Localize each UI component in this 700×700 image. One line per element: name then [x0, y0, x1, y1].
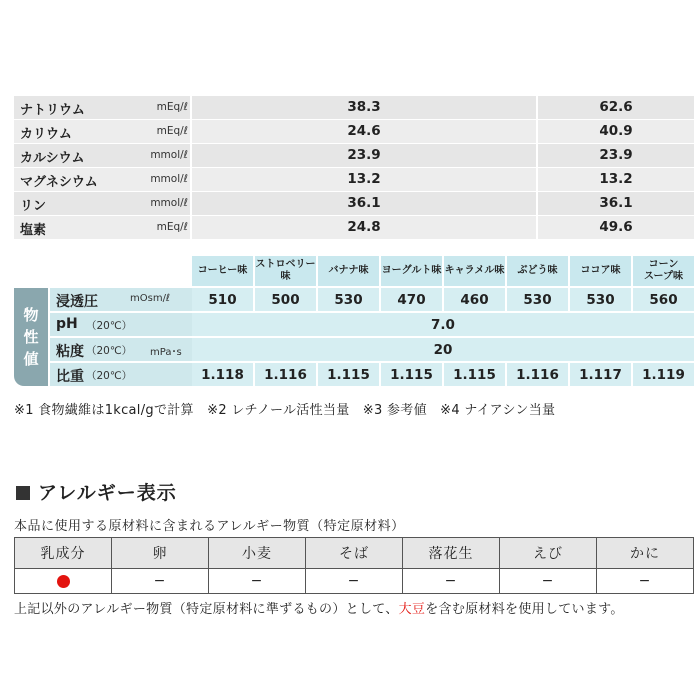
property-condition: （20℃） [86, 370, 133, 382]
mineral-row [14, 144, 694, 168]
allergen-header: えび [500, 538, 597, 569]
viscosity-value: 20 [192, 338, 694, 361]
allergen-value: − [112, 569, 209, 594]
mineral-row [14, 96, 694, 120]
allergen-value: − [306, 569, 403, 594]
allergy-table [14, 537, 694, 594]
mineral-name: マグネシウム [20, 175, 98, 190]
property-name: pH [56, 316, 78, 332]
mineral-value-2: 13.2 [599, 171, 633, 187]
mineral-row [14, 192, 694, 216]
osmotic-value: 560 [633, 288, 694, 311]
allergy-note-text-end: を含む原材料を使用しています。 [425, 602, 624, 617]
osmotic-value: 530 [318, 288, 379, 311]
allergen-header: 卵 [112, 538, 209, 569]
gravity-value: 1.118 [192, 363, 253, 386]
flavor-header: キャラメル味 [444, 256, 505, 286]
property-condition: （20℃） [86, 320, 133, 332]
mineral-name: ナトリウム [20, 103, 85, 118]
mineral-value-1: 38.3 [347, 99, 381, 115]
mineral-unit: mmol/ℓ [150, 149, 188, 161]
property-name: 浸透圧 [56, 294, 98, 310]
mineral-value-2: 36.1 [599, 195, 633, 211]
mineral-value-2: 40.9 [599, 123, 633, 139]
allergen-header: そば [306, 538, 403, 569]
allergen-value: − [500, 569, 597, 594]
mineral-row [14, 120, 694, 144]
gravity-value: 1.115 [444, 363, 505, 386]
allergy-title-text: アレルギー表示 [38, 482, 177, 504]
gravity-value: 1.116 [255, 363, 316, 386]
side-label-char: 物 [23, 306, 39, 324]
side-label-char: 性 [23, 328, 39, 346]
property-unit: mPa･s [150, 347, 182, 358]
allergy-value-row [15, 569, 694, 594]
mineral-unit: mEq/ℓ [156, 101, 188, 113]
mineral-name: カルシウム [20, 151, 85, 166]
flavor-header: コーヒー味 [192, 256, 253, 286]
flavor-header: バナナ味 [318, 256, 379, 286]
footnote: ※1 食物繊維は1kcal/gで計算 ※2 レチノール活性当量 ※3 参考値 ※4 ナイアシン当量 [14, 403, 556, 418]
allergy-note-text: 上記以外のアレルギー物質（特定原材料に準ずるもの）として、 [14, 602, 399, 617]
mineral-unit: mmol/ℓ [150, 173, 188, 185]
gravity-value: 1.116 [507, 363, 568, 386]
mineral-unit: mEq/ℓ [156, 221, 188, 233]
viscosity-row [50, 338, 694, 361]
ph-row [50, 313, 694, 336]
allergy-subtitle: 本品に使用する原材料に含まれるアレルギー物質（特定原材料） [14, 519, 405, 534]
property-condition: （20℃） [86, 345, 133, 357]
gravity-value: 1.115 [318, 363, 379, 386]
square-bullet-icon [16, 486, 30, 500]
mineral-row [14, 168, 694, 192]
osmotic-row [50, 288, 694, 311]
gravity-value: 1.117 [570, 363, 631, 386]
allergen-header: 小麦 [209, 538, 306, 569]
flavor-header: ココア味 [570, 256, 631, 286]
allergy-note [14, 598, 624, 617]
mineral-unit: mmol/ℓ [150, 197, 188, 209]
mineral-name: 塩素 [20, 223, 47, 238]
osmotic-value: 530 [570, 288, 631, 311]
osmotic-value: 510 [192, 288, 253, 311]
mineral-name: カリウム [20, 127, 72, 142]
gravity-row [50, 363, 694, 386]
osmotic-value: 500 [255, 288, 316, 311]
osmotic-value: 530 [507, 288, 568, 311]
mineral-value-1: 24.8 [347, 219, 381, 235]
mineral-unit: mEq/ℓ [156, 125, 188, 137]
flavor-header: ストロベリー味 [255, 256, 316, 286]
gravity-value: 1.115 [381, 363, 442, 386]
allergen-header: 乳成分 [15, 538, 112, 569]
mineral-name: リン [20, 199, 47, 214]
mineral-row [14, 216, 694, 240]
flavor-header: ぶどう味 [507, 256, 568, 286]
allergy-note-highlight: 大豆 [398, 602, 426, 617]
osmotic-value: 460 [444, 288, 505, 311]
ph-value: 7.0 [192, 313, 694, 336]
allergen-header: 落花生 [403, 538, 500, 569]
flavor-header: ヨーグルト味 [381, 256, 442, 286]
mineral-value-1: 24.6 [347, 123, 381, 139]
side-label-char: 値 [23, 350, 39, 368]
allergen-value: − [403, 569, 500, 594]
mineral-value-1: 36.1 [347, 195, 381, 211]
mineral-value-2: 49.6 [599, 219, 633, 235]
flavor-header: コーン スープ味 [633, 256, 694, 286]
mineral-value-2: 62.6 [599, 99, 633, 115]
allergy-header-row [15, 538, 694, 569]
property-name: 比重 [56, 369, 84, 385]
property-name: 粘度 [56, 344, 84, 360]
allergen-value [15, 569, 112, 594]
mineral-value-1: 23.9 [347, 147, 381, 163]
contains-dot-icon [57, 575, 70, 588]
mineral-value-1: 13.2 [347, 171, 381, 187]
osmotic-value: 470 [381, 288, 442, 311]
allergy-title [16, 478, 177, 505]
properties-side-label [14, 288, 48, 386]
allergen-header: かに [597, 538, 694, 569]
minerals-table [14, 96, 694, 240]
properties-table [14, 256, 694, 386]
allergen-value: − [209, 569, 306, 594]
mineral-value-2: 23.9 [599, 147, 633, 163]
flavor-header-row [192, 256, 694, 286]
allergen-value: − [597, 569, 694, 594]
property-unit: mOsm/ℓ [130, 293, 171, 304]
gravity-value: 1.119 [633, 363, 694, 386]
